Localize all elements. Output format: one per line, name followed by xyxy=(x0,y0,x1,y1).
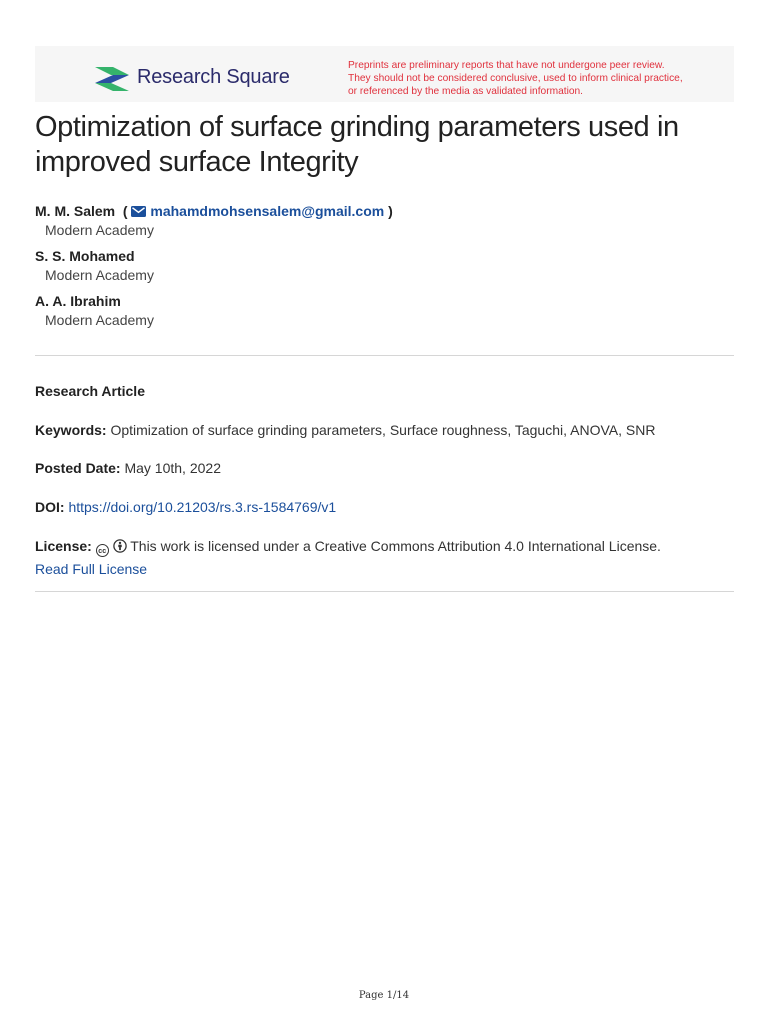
keywords-value: Optimization of surface grinding parameters, Surface roughness, Taguchi, ANOVA, SNR xyxy=(110,422,656,438)
article-type-value: Research Article xyxy=(35,383,145,399)
author-affiliation: Modern Academy xyxy=(45,312,154,328)
author-email: mahamdmohsensalem@gmail.com xyxy=(150,203,385,219)
email-paren-open: ( xyxy=(119,203,128,219)
read-full-license-link[interactable]: Read Full License xyxy=(35,561,148,577)
research-square-logo-icon xyxy=(93,64,131,94)
posted-date-value: May 10th, 2022 xyxy=(124,460,221,476)
author-name: A. A. Ibrahim xyxy=(35,293,121,309)
page-number: Page 1/14 xyxy=(358,990,410,1001)
research-square-logo[interactable] xyxy=(93,64,303,94)
license-text: This work is licensed under a Creative Commons Attribution 4.0 International License. xyxy=(130,538,661,554)
doi-row xyxy=(35,499,336,515)
logo-text: Research Square xyxy=(137,66,290,88)
author-name: M. M. Salem xyxy=(35,203,116,219)
divider xyxy=(35,591,734,592)
keywords-label: Keywords: xyxy=(35,422,107,438)
posted-date-label: Posted Date: xyxy=(35,460,121,476)
author-list xyxy=(35,202,735,337)
license-row xyxy=(35,538,661,557)
divider xyxy=(35,355,734,356)
attribution-icon xyxy=(113,539,127,553)
doi-link[interactable]: https://doi.org/10.21203/rs.3.rs-1584769/v1 xyxy=(68,499,337,515)
preprint-disclaimer xyxy=(348,59,683,98)
posted-date-row xyxy=(35,460,221,476)
envelope-icon xyxy=(131,206,146,217)
disclaimer-line: They should not be considered conclusive, used to inform clinical practice, xyxy=(348,73,683,84)
author-name: S. S. Mohamed xyxy=(35,248,135,264)
email-paren-close: ) xyxy=(388,203,393,219)
license-label: License: xyxy=(35,538,92,554)
author-email-link[interactable] xyxy=(131,203,388,219)
disclaimer-line: or referenced by the media as validated information. xyxy=(348,86,584,97)
author-entry xyxy=(35,292,735,330)
author-affiliation: Modern Academy xyxy=(45,222,154,238)
paper-title: Optimization of surface grinding parameters used in improved surface Integrity xyxy=(35,111,679,178)
author-entry xyxy=(35,202,735,240)
keywords-row xyxy=(35,422,655,438)
disclaimer-line: Preprints are preliminary reports that have not undergone peer review. xyxy=(348,60,665,71)
article-type xyxy=(35,383,145,399)
doi-label: DOI: xyxy=(35,499,65,515)
preprint-header xyxy=(35,46,734,102)
read-full-license-row xyxy=(35,561,147,577)
author-entry xyxy=(35,247,735,285)
cc-icon: cc xyxy=(96,544,109,557)
author-affiliation: Modern Academy xyxy=(45,267,154,283)
